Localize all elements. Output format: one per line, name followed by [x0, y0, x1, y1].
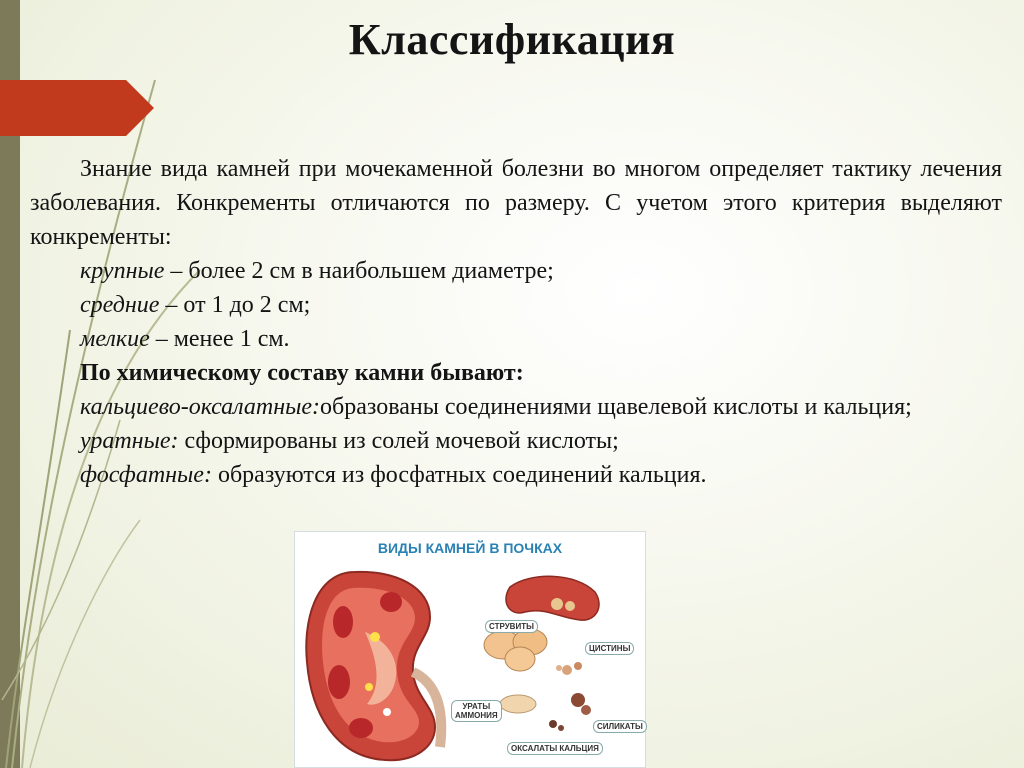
oxalate-stones [549, 720, 564, 731]
struvite-stones [484, 629, 547, 671]
label-urate: УРАТЫ АММОНИЯ [451, 700, 502, 722]
label-cystine: ЦИСТИНЫ [585, 642, 634, 655]
slide-title: Классификация [348, 15, 676, 64]
opened-kidney-illustration [506, 576, 599, 620]
chem-term: кальциево-оксалатные: [80, 394, 320, 420]
size-term: крупные [80, 258, 165, 284]
size-desc: – более 2 см в наибольшем диаметре; [164, 258, 554, 284]
chem-item-urate [30, 424, 1002, 458]
label-oxalate: ОКСАЛАТЫ КАЛЬЦИЯ [507, 742, 603, 755]
chem-term: уратные: [80, 428, 179, 454]
size-item-small [30, 322, 1002, 356]
chem-desc: образуются из фосфатных соединений кальция. [211, 462, 707, 488]
label-struvite: СТРУВИТЫ [485, 620, 538, 633]
size-item-large [30, 254, 1002, 288]
size-term: мелкие [80, 326, 150, 352]
size-item-medium [30, 288, 1002, 322]
label-silicate: СИЛИКАТЫ [593, 720, 647, 733]
kidney-stones-figure [294, 531, 646, 768]
accent-arrow-banner [0, 80, 154, 136]
chem-item-oxalate [30, 390, 1002, 424]
size-term: средние [80, 292, 160, 318]
size-desc: – от 1 до 2 см; [159, 292, 311, 318]
chem-desc: образованы соединениями щавелевой кислоты и кальция; [320, 394, 912, 420]
size-desc: – менее 1 см. [149, 326, 290, 352]
chem-item-phosphate [30, 458, 1002, 492]
intro-paragraph: Знание вида камней при мочекаменной болезни во многом определяет тактику лечения заболевания. Конкременты отличаются по размеру. С учетом этого критерия выделяют конкременты: [30, 156, 1002, 250]
figure-title: ВИДЫ КАМНЕЙ В ПОЧКАХ [377, 540, 563, 556]
chem-desc: сформированы из солей мочевой кислоты; [178, 428, 619, 454]
kidney-illustration [306, 572, 441, 760]
silicate-stones [571, 693, 591, 715]
cystine-stones [556, 662, 582, 675]
chem-heading: По химическому составу камни бывают: [80, 360, 524, 386]
chem-term: фосфатные: [80, 462, 212, 488]
urate-stones [500, 695, 536, 713]
slide-body [30, 152, 1002, 492]
